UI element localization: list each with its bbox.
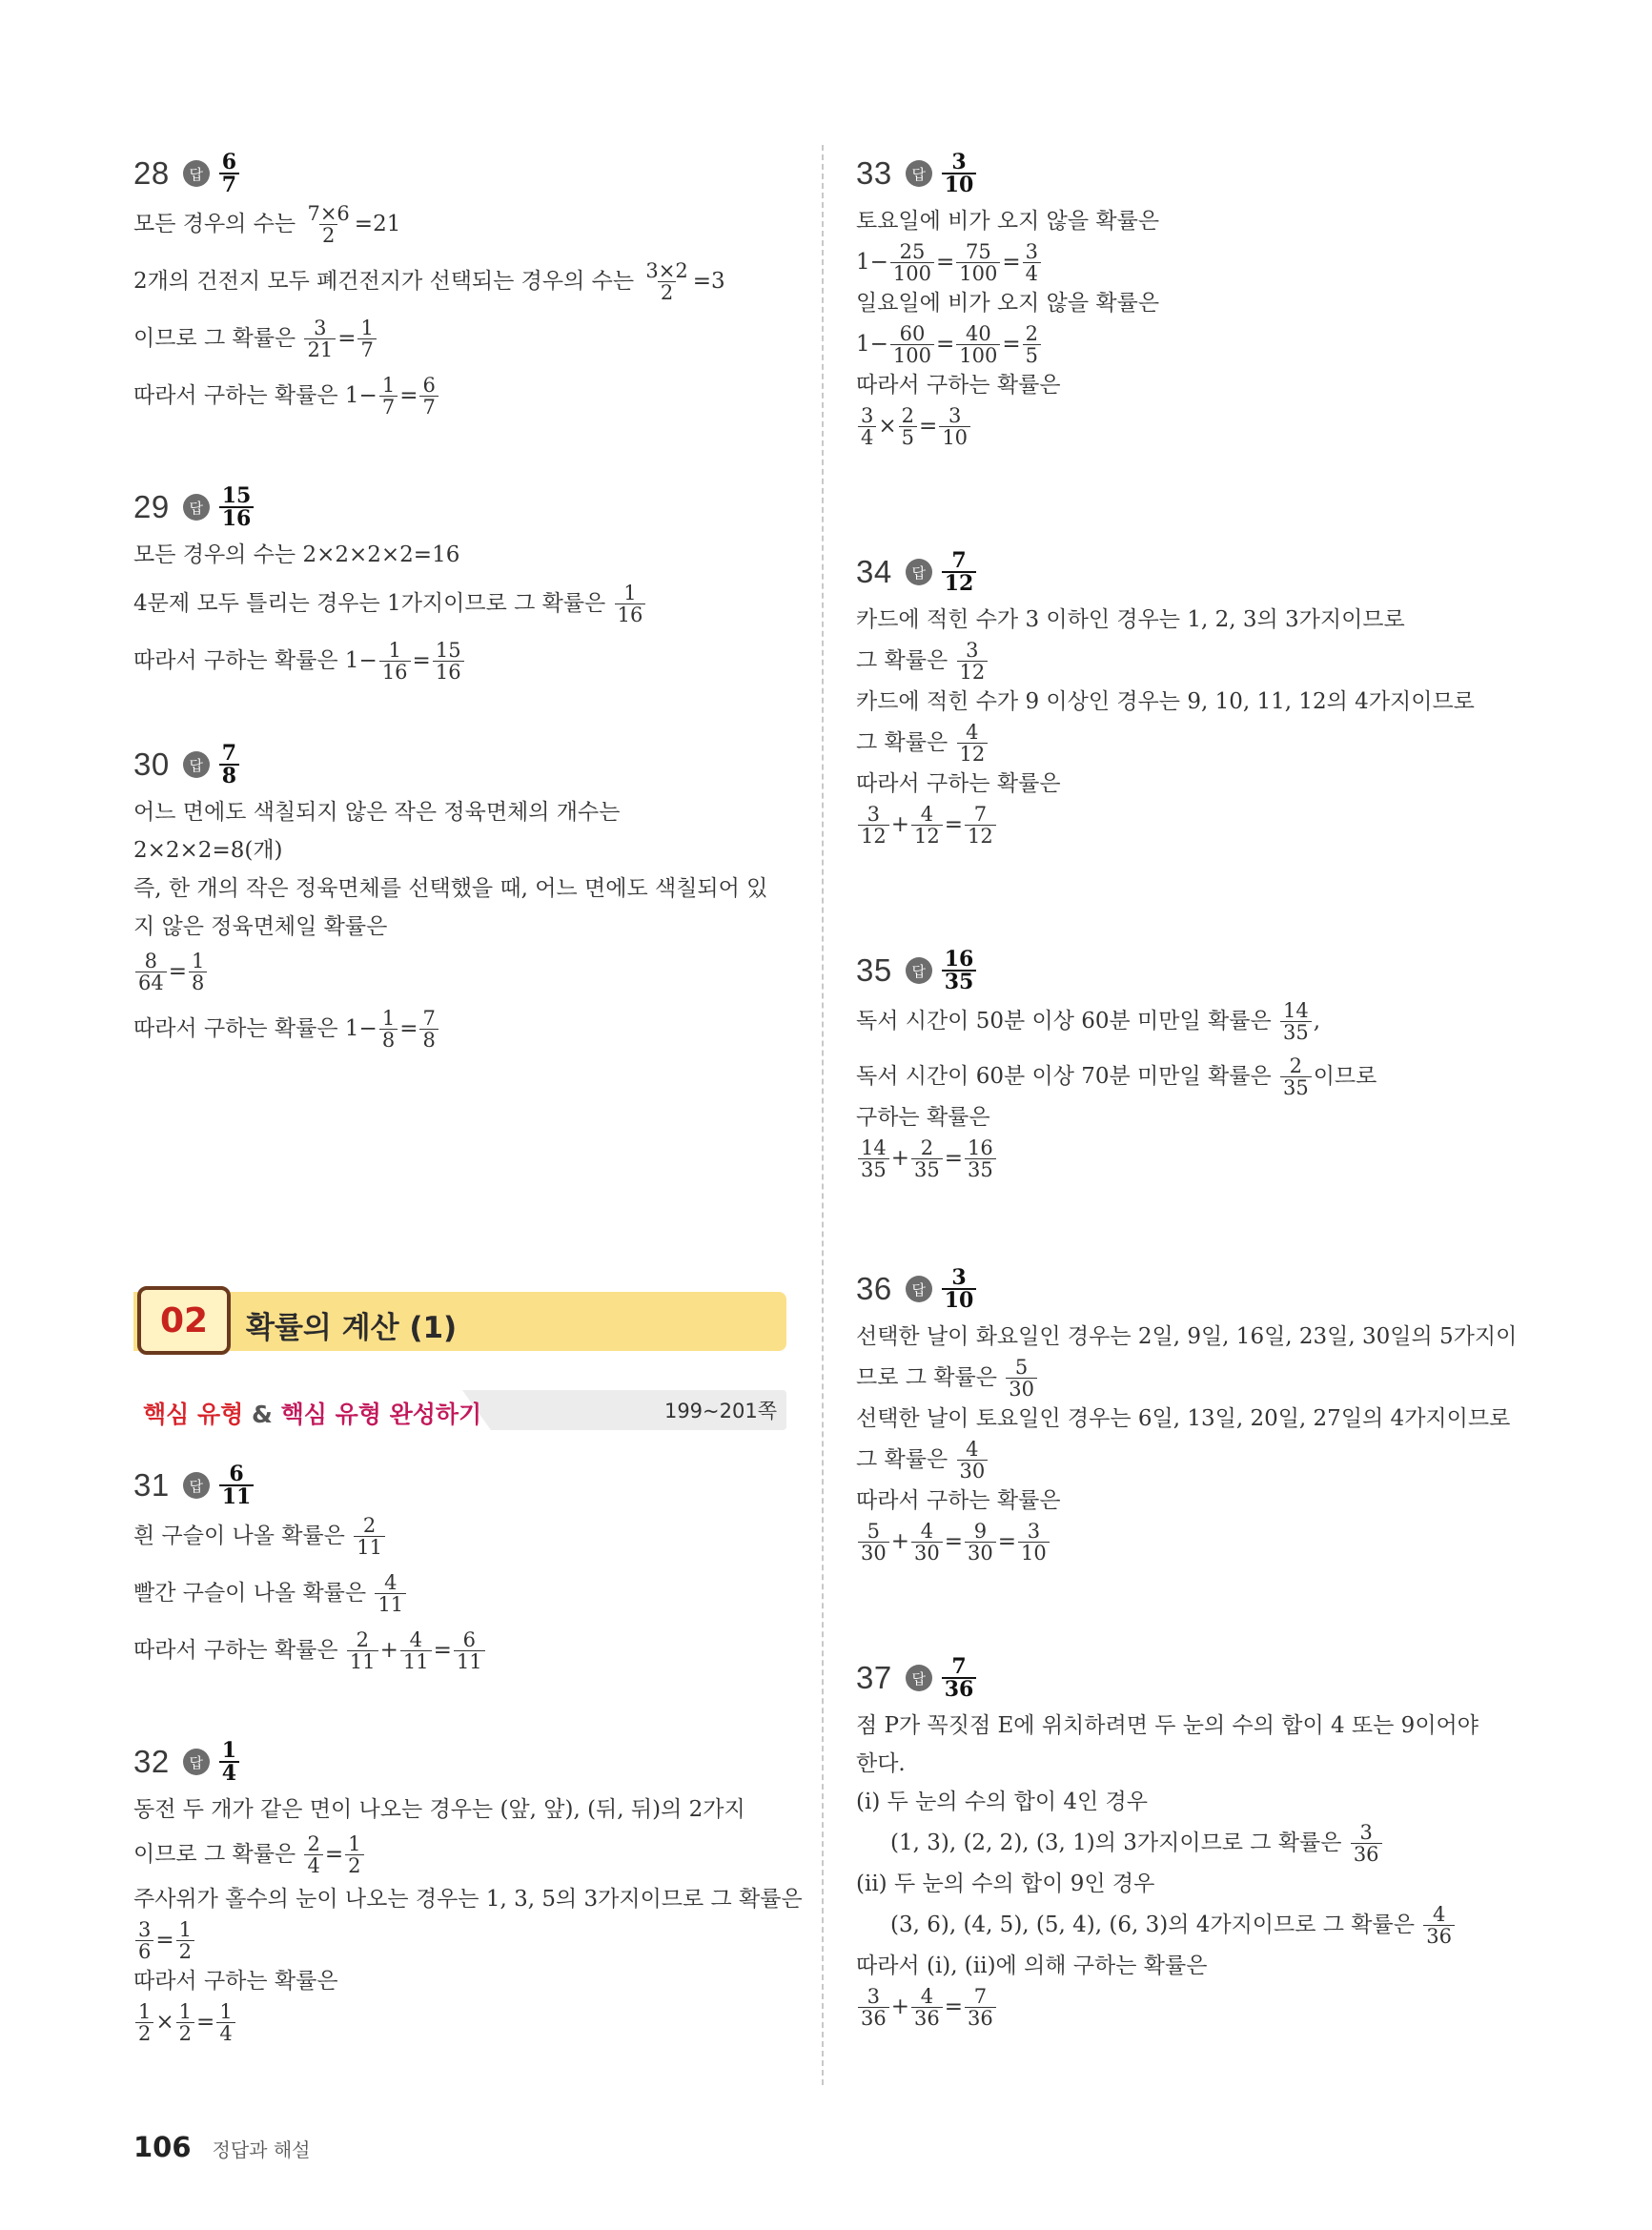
solution-line: 모든 경우의 수는 $\frac{7\times 6}{2}$ =21 [133, 201, 401, 247]
problem-number: 37 [856, 1660, 892, 1695]
solution-line: 이므로 그 확률은 $\frac{3}{21}$ = $\frac{1}{7}$ [133, 317, 791, 360]
solution-line: 따라서 구하는 확률은 [856, 373, 1061, 398]
fraction: $\frac{40}{100}$ [956, 323, 1000, 366]
fraction: $\frac{3}{4}$ [858, 405, 876, 448]
fraction: $\frac{3}{36}$ [858, 1986, 889, 2029]
solution-line: $\frac{3}{12}$ + $\frac{4}{12}$ = $\frac{7}{12}$ [856, 803, 1523, 847]
solution-line: 따라서 구하는 확률은 [133, 1969, 338, 1994]
solution-line: 독서 시간이 60분 이상 70분 미만일 확률은 $\frac{2}{35}$ 이므로 [856, 1054, 1377, 1099]
fraction: $\frac{14}{35}$ [1280, 1000, 1312, 1043]
problem-28 [133, 145, 791, 418]
fraction: $\frac{1}{16}$ [615, 583, 646, 625]
problem-header [856, 942, 1523, 999]
answer: $\frac{3}{10}$ [940, 1267, 979, 1311]
solution-line: 구하는 확률은 [856, 1105, 990, 1130]
solution-line: 흰 구슬이 나올 확률은 $\frac{2}{11}$ [133, 1514, 791, 1558]
answer-badge-icon: 답 [906, 1276, 932, 1302]
subsection-banner [133, 1390, 786, 1430]
fraction: $\frac{15}{16}$ [433, 640, 464, 683]
problem-header [856, 1260, 1523, 1318]
fraction: $\frac{3}{10}$ [1018, 1521, 1050, 1564]
problem-header [133, 145, 791, 202]
solution-line: (3, 6), (4, 5), (5, 4), (6, 3)의 4가지이므로 그 확률은 $\frac{4}{36}$ [856, 1903, 1523, 1947]
problem-37 [856, 1649, 1523, 2029]
fraction: $\frac{3}{10}$ [939, 405, 970, 448]
solution-line: 2×2×2=8(개) [133, 838, 283, 863]
solution-line: 지 않은 정육면체일 확률은 [133, 914, 388, 939]
answer-badge-icon: 답 [183, 1472, 210, 1499]
solution-line: 카드에 적힌 수가 9 이상인 경우는 9, 10, 11, 12의 4가지이므로 [856, 689, 1475, 714]
answer-badge-icon: 답 [183, 160, 210, 187]
answer: $\frac{7}{36}$ [940, 1656, 979, 1700]
solution-line: $\frac{1}{2}$ × $\frac{1}{2}$ = $\frac{1}{4}$ [133, 2000, 791, 2044]
fraction: $\frac{4}{30}$ [911, 1521, 943, 1564]
solution-line: 1− $\frac{25}{100}$ = $\frac{75}{100}$ = $\frac{3}{4}$ [856, 240, 1523, 284]
fraction: $\frac{3}{21}$ [304, 317, 336, 360]
solution-line: 따라서 구하는 확률은 [856, 1488, 1061, 1513]
fraction: $\frac{1}{7}$ [379, 375, 398, 418]
answer-badge-icon: 답 [183, 1749, 210, 1775]
problem-number: 29 [133, 489, 170, 524]
solution-line: 4문제 모두 틀리는 경우는 1가지이므로 그 확률은 $\frac{1}{16}$ [133, 582, 791, 625]
fraction: $\frac{8}{64}$ [135, 951, 167, 993]
solution-line: 그 확률은 $\frac{4}{30}$ [856, 1438, 1523, 1482]
solution-line: $\frac{3}{36}$ + $\frac{4}{36}$ = $\frac{7}{36}$ [856, 1985, 1523, 2029]
solution-line: 1− $\frac{60}{100}$ = $\frac{40}{100}$ = $\frac{2}{5}$ [856, 322, 1523, 366]
problem-30 [133, 736, 791, 1051]
page-number: 106 [133, 2131, 192, 2163]
fraction: $\frac{1}{2}$ [135, 2001, 153, 2044]
solution-line: 주사위가 홀수의 눈이 나오는 경우는 1, 3, 5의 3가지이므로 그 확률은 [133, 1887, 803, 1912]
solution-line: (1, 3), (2, 2), (3, 1)의 3가지이므로 그 확률은 $\frac{3}{36}$ [856, 1821, 1523, 1865]
fraction: $\frac{14}{35}$ [858, 1137, 889, 1180]
solution-line: $\frac{3}{6}$ = $\frac{1}{2}$ [133, 1918, 791, 1962]
fraction: $\frac{3}{12}$ [957, 640, 989, 683]
fraction: $\frac{1}{8}$ [189, 951, 207, 993]
problem-header [856, 1649, 1523, 1707]
fraction: $\frac{4}{11}$ [400, 1629, 432, 1672]
solution-line: $\frac{5}{30}$ + $\frac{4}{30}$ = $\frac{9}{30}$ = $\frac{3}{10}$ [856, 1520, 1523, 1564]
fraction: $\frac{75}{100}$ [956, 241, 1000, 284]
fraction: $\frac{7}{12}$ [965, 804, 996, 847]
solution-line: 어느 면에도 색칠되지 않은 작은 정육면체의 개수는 [133, 800, 621, 825]
page-footer [133, 2131, 311, 2163]
problem-number: 35 [856, 952, 892, 988]
fraction: $\frac{4}{36}$ [1423, 1904, 1455, 1947]
problem-34 [856, 543, 1523, 847]
solution-line: 따라서 구하는 확률은 1− $\frac{1}{7}$ = $\frac{6}{7}$ [133, 374, 791, 418]
section-banner [133, 1292, 786, 1351]
fraction: $\frac{4}{12}$ [911, 804, 943, 847]
fraction: $\frac{16}{35}$ [965, 1137, 996, 1180]
answer: $\frac{16}{35}$ [940, 949, 979, 992]
fraction: $\frac{6}{11}$ [454, 1629, 485, 1672]
solution-line: 따라서 구하는 확률은 1− $\frac{1}{16}$ = $\frac{15}{16}$ [133, 639, 791, 683]
solution-line: 즉, 한 개의 작은 정육면체를 선택했을 때, 어느 면에도 색칠되어 있 [133, 876, 768, 901]
answer-badge-icon: 답 [906, 160, 932, 187]
solution-line: 선택한 날이 화요일인 경우는 2일, 9일, 16일, 23일, 30일의 5가지이 [856, 1324, 1518, 1349]
solution-line: 따라서 구하는 확률은 $\frac{2}{11}$ + $\frac{4}{11}$ = $\frac{6}{11}$ [133, 1628, 791, 1672]
problem-32 [133, 1733, 803, 2045]
solution-line: 이므로 그 확률은 $\frac{2}{4}$ = $\frac{1}{2}$ [133, 1832, 791, 1876]
problem-header [133, 479, 791, 536]
answer: $\frac{1}{4}$ [217, 1740, 241, 1784]
fraction: $\frac{9}{30}$ [965, 1521, 996, 1564]
problem-33 [856, 145, 1523, 448]
problem-number: 33 [856, 155, 892, 191]
problem-36 [856, 1260, 1523, 1564]
fraction: $\frac{2}{4}$ [304, 1833, 322, 1876]
fraction: $\frac{7}{36}$ [965, 1986, 996, 2029]
fraction: $\frac{3\times 2}{2}$ [645, 258, 688, 304]
fraction: $\frac{4}{11}$ [375, 1572, 406, 1615]
section-title: 확률의 계산 (1) [246, 1311, 458, 1345]
answer-badge-icon: 답 [183, 494, 210, 521]
solution-line: 그 확률은 $\frac{4}{12}$ [856, 721, 1523, 765]
answer: $\frac{7}{12}$ [940, 550, 979, 594]
solution-line: 따라서 (ⅰ), (ⅱ)에 의해 구하는 확률은 [856, 1954, 1208, 1978]
fraction: $\frac{1}{7}$ [357, 317, 376, 360]
problem-header [133, 736, 791, 793]
solution-line: $\frac{14}{35}$ + $\frac{2}{35}$ = $\frac{16}{35}$ [856, 1136, 1523, 1180]
answer-badge-icon: 답 [183, 751, 210, 778]
solution-line: 토요일에 비가 오지 않을 확률은 [856, 209, 1160, 234]
solution-line: $\frac{8}{64}$ = $\frac{1}{8}$ [133, 950, 791, 993]
problem-header [133, 1457, 791, 1514]
solution-line: 카드에 적힌 수가 3 이하인 경우는 1, 2, 3의 3가지이므로 [856, 607, 1405, 632]
fraction: $\frac{1}{4}$ [216, 2001, 235, 2044]
fraction: $\frac{2}{11}$ [347, 1629, 378, 1672]
footer-title: 정답과 해설 [212, 2138, 311, 2161]
fraction: $\frac{1}{2}$ [176, 2001, 194, 2044]
fraction: $\frac{4}{12}$ [957, 722, 989, 765]
solution-line: 독서 시간이 50분 이상 60분 미만일 확률은 $\frac{14}{35}$ , [856, 998, 1321, 1044]
problem-number: 32 [133, 1744, 170, 1779]
fraction: $\frac{2}{5}$ [1023, 323, 1041, 366]
answer: $\frac{3}{10}$ [940, 152, 979, 195]
answer: $\frac{6}{7}$ [217, 152, 241, 195]
page-range: 199~201쪽 [663, 1400, 777, 1422]
solution-line: 므로 그 확률은 $\frac{5}{30}$ [856, 1356, 1523, 1400]
fraction: $\frac{1}{8}$ [379, 1008, 398, 1051]
answer-badge-icon: 답 [906, 1665, 932, 1691]
problem-number: 28 [133, 155, 170, 191]
fraction: $\frac{7\times 6}{2}$ [307, 201, 350, 247]
fraction: $\frac{1}{16}$ [379, 640, 411, 683]
fraction: $\frac{1}{2}$ [176, 1919, 194, 1962]
problem-header [856, 145, 1523, 202]
fraction: $\frac{4}{30}$ [957, 1439, 989, 1482]
fraction: $\frac{7}{8}$ [419, 1008, 438, 1051]
answer-badge-icon: 답 [906, 957, 932, 984]
problem-31 [133, 1457, 791, 1672]
fraction: $\frac{60}{100}$ [890, 323, 934, 366]
fraction: $\frac{2}{5}$ [899, 405, 917, 448]
problem-number: 31 [133, 1467, 170, 1503]
fraction: $\frac{5}{30}$ [858, 1521, 889, 1564]
solution-line: 2개의 건전지 모두 폐건전지가 선택되는 경우의 수는 $\frac{3\times 2}{2}$ =3 [133, 258, 725, 304]
solution-line: 일요일에 비가 오지 않을 확률은 [856, 291, 1160, 316]
problem-header [133, 1733, 791, 1790]
solution-line: 한다. [856, 1751, 906, 1776]
fraction: $\frac{3}{36}$ [1351, 1822, 1382, 1865]
fraction: $\frac{3}{12}$ [858, 804, 889, 847]
section-number: 02 [137, 1286, 231, 1355]
solution-line: 동전 두 개가 같은 면이 나오는 경우는 (앞, 앞), (뒤, 뒤)의 2가지 [133, 1797, 745, 1822]
solution-line: $\frac{3}{4}$ × $\frac{2}{5}$ = $\frac{3}{10}$ [856, 404, 1523, 448]
problem-35 [856, 942, 1523, 1180]
subsection-title: 핵심 유형 & 핵심 유형 완성하기 [143, 1401, 482, 1428]
fraction: $\frac{2}{35}$ [911, 1137, 943, 1180]
fraction: $\frac{3}{6}$ [135, 1919, 153, 1962]
fraction: $\frac{3}{4}$ [1023, 241, 1041, 284]
fraction: $\frac{4}{36}$ [911, 1986, 943, 2029]
fraction: $\frac{1}{2}$ [345, 1833, 363, 1876]
solution-line: (ⅱ) 두 눈의 수의 합이 9인 경우 [856, 1872, 1155, 1896]
fraction: $\frac{6}{7}$ [419, 375, 438, 418]
answer: $\frac{6}{11}$ [217, 1463, 256, 1507]
answer: $\frac{15}{16}$ [217, 485, 256, 529]
fraction: $\frac{5}{30}$ [1006, 1357, 1037, 1400]
solution-line: 그 확률은 $\frac{3}{12}$ [856, 639, 1523, 683]
solution-line: (ⅰ) 두 눈의 수의 합이 4인 경우 [856, 1790, 1148, 1814]
fraction: $\frac{25}{100}$ [890, 241, 934, 284]
problem-number: 34 [856, 554, 892, 589]
solution-line: 따라서 구하는 확률은 1− $\frac{1}{8}$ = $\frac{7}{8}$ [133, 1007, 791, 1051]
column-divider [822, 145, 824, 2085]
solution-line: 따라서 구하는 확률은 [856, 771, 1061, 796]
answer-badge-icon: 답 [906, 559, 932, 585]
problem-header [856, 543, 1523, 601]
problem-29 [133, 479, 791, 683]
problem-number: 30 [133, 747, 170, 782]
solution-line: 선택한 날이 토요일인 경우는 6일, 13일, 20일, 27일의 4가지이므로 [856, 1406, 1511, 1431]
problem-number: 36 [856, 1271, 892, 1306]
answer: $\frac{7}{8}$ [217, 743, 241, 787]
fraction: $\frac{2}{11}$ [354, 1515, 385, 1558]
fraction: $\frac{2}{35}$ [1280, 1055, 1312, 1098]
solution-line: 빨간 구슬이 나올 확률은 $\frac{4}{11}$ [133, 1571, 791, 1615]
solution-line: 모든 경우의 수는 2×2×2×2=16 [133, 542, 460, 567]
solution-line: 점 P가 꼭짓점 E에 위치하려면 두 눈의 수의 합이 4 또는 9이어야 [856, 1713, 1479, 1738]
